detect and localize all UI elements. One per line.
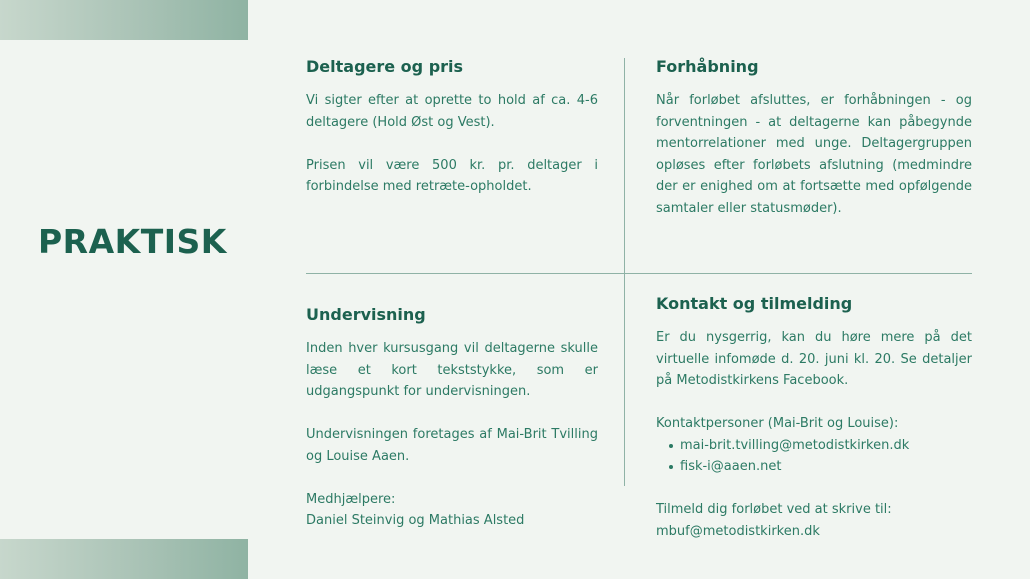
helpers-label: Medhjælpere:	[306, 491, 396, 507]
decorative-band-bottom	[0, 539, 248, 579]
horizontal-divider	[306, 273, 972, 274]
section-heading-participants: Deltagere og pris	[306, 57, 464, 76]
signup-text: Tilmeld dig forløbet ved at skrive til:	[656, 502, 892, 517]
section-contact	[656, 294, 972, 542]
decorative-band-top	[0, 0, 248, 40]
slide-title: PRAKTISK	[38, 222, 227, 261]
contact-email-2[interactable]: fisk-i@aaen.net	[680, 456, 972, 478]
contact-list	[656, 435, 972, 478]
section-heading-expectations: Forhåbning	[656, 57, 759, 76]
section-heading-teaching: Undervisning	[306, 305, 426, 324]
signup-email[interactable]: mbuf@metodistkirken.dk	[656, 523, 820, 539]
section-participants	[306, 57, 598, 198]
section-expectations	[656, 57, 972, 219]
contact-email-1[interactable]: mai-brit.tvilling@metodistkirken.dk	[680, 435, 972, 457]
contacts-label: Kontaktpersoner (Mai-Brit og Louise):	[656, 416, 899, 431]
teaching-paragraph-2: Undervisningen foretages af Mai-Brit Tvilling og Louise Aaen.	[306, 427, 598, 464]
expectations-paragraph: Når forløbet afsluttes, er forhåbningen - og forventningen - at deltagerne kan påbegynde mentorrelationer med unge. Deltagergruppen opløses efter forløbets afslutning (medmindre der er enighed om at fortsætte med opfølgende samtaler eller statusmøder).	[656, 93, 972, 216]
section-teaching	[306, 305, 598, 532]
vertical-divider	[624, 58, 625, 486]
participants-paragraph-1: Vi sigter efter at oprette to hold af ca. 4-6 deltagere (Hold Øst og Vest).	[306, 93, 598, 130]
contact-intro: Er du nysgerrig, kan du høre mere på det virtuelle infomøde d. 20. juni kl. 20. Se detaljer på Metodistkirkens Facebook.	[656, 330, 972, 388]
teaching-paragraph-1: Inden hver kursusgang vil deltagerne skulle læse et kort tekststykke, som er udgangspunkt for undervisningen.	[306, 341, 598, 399]
participants-paragraph-2: Prisen vil være 500 kr. pr. deltager i forbindelse med retræte-opholdet.	[306, 157, 598, 194]
helpers-names: Daniel Steinvig og Mathias Alsted	[306, 513, 525, 528]
section-heading-contact: Kontakt og tilmelding	[656, 294, 853, 313]
